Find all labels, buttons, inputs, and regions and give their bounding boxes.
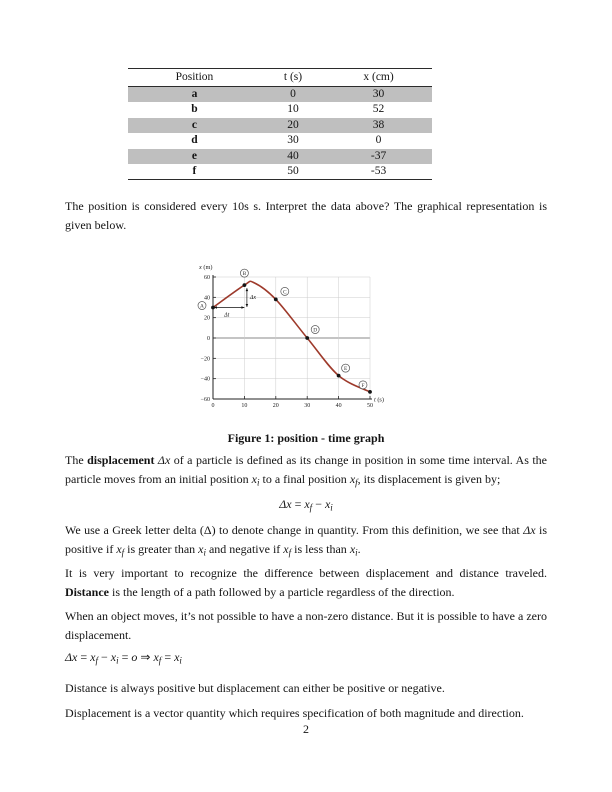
table-cell: 38 (372, 118, 385, 131)
text-run: is the length of a path followed by a particle regardless of the direction. (109, 585, 455, 599)
text-run: x (174, 650, 180, 664)
table-cell: c (191, 118, 197, 131)
y-tick-label: −20 (200, 356, 210, 363)
data-point (243, 283, 247, 287)
table-cell: d (191, 134, 198, 147)
y-tick-label: 20 (204, 315, 210, 322)
text-run: . (357, 542, 361, 556)
distance-positive-paragraph: Distance is always positive but displacement can either be positive or negative. (65, 681, 445, 695)
delta-x-label: Δx (249, 294, 257, 301)
text-run: to a final position (259, 472, 350, 486)
data-point (211, 306, 215, 310)
point-label: C (282, 289, 287, 296)
text-run: We use a Greek letter delta (Δ) to denote change in quantity. From this definition, we see that (65, 523, 524, 537)
text-run: x (349, 542, 356, 556)
position-curve (213, 281, 370, 392)
table-row (128, 164, 432, 180)
text-run: i (330, 502, 333, 513)
text-run: x (251, 472, 257, 486)
table-cell: -37 (370, 149, 387, 162)
y-tick-label: 40 (204, 295, 210, 302)
table-cell: 30 (372, 88, 385, 100)
x-tick-label: 10 (241, 403, 248, 409)
header-x: x (cm) (363, 71, 394, 83)
x-tick-label: 40 (335, 403, 342, 409)
table-row (128, 102, 432, 117)
data-point (368, 390, 372, 394)
header-time: t (s) (283, 71, 303, 83)
y-tick-label: −40 (200, 376, 210, 383)
text-run: i (355, 547, 358, 558)
text-run: = (161, 650, 175, 664)
table-cell: 0 (375, 134, 382, 147)
text-run: ⇒ (137, 650, 154, 664)
text-run: is less than (291, 542, 350, 556)
x-axis-label: t (s) (374, 396, 384, 404)
text-run: x (324, 497, 331, 511)
text-run: x (90, 650, 96, 664)
text-run: is positive if (65, 523, 547, 556)
text-run: displacement (87, 453, 155, 467)
text-run: The (65, 453, 88, 467)
table-cell: 0 (290, 88, 296, 100)
text-run: of a particle is defined as its change in position in some time interval. As the particle moves from an initial position (65, 453, 548, 486)
text-run: Distance (65, 585, 109, 599)
table-cell: 50 (287, 165, 299, 178)
figure-caption: Figure 1: position - time graph (227, 431, 385, 445)
text-run: x (198, 542, 204, 556)
point-label: A (200, 303, 204, 310)
table-row (128, 87, 432, 103)
figure-container (190, 258, 395, 416)
text-run: Δx (523, 523, 536, 537)
table-cell: 30 (287, 134, 299, 147)
table-row (128, 118, 432, 133)
text-run: and negative if (205, 542, 284, 556)
displacement-formula (65, 497, 547, 513)
x-tick-label: 30 (304, 403, 311, 409)
table-cell: 40 (287, 149, 299, 162)
text-run: is greater than (124, 542, 199, 556)
text-run: x (110, 650, 117, 664)
delta-t-label: Δt (224, 312, 230, 319)
position-table-body (128, 87, 432, 180)
table-cell: e (191, 149, 197, 162)
table-cell: -53 (370, 165, 387, 178)
position-time-graph (190, 258, 395, 416)
text-run: Δx (157, 453, 171, 467)
text-run: f (288, 547, 292, 558)
text-run: o (131, 650, 138, 664)
text-run: − (98, 650, 111, 664)
text-run: = (291, 497, 305, 511)
vector-paragraph: Displacement is a vector quantity which requires specification of both magnitude and direction. (65, 706, 524, 720)
text-run: f (355, 477, 358, 488)
text-run: − (312, 497, 325, 511)
text-run: i (203, 547, 206, 558)
table-row (128, 149, 432, 164)
text-run: x (304, 497, 310, 511)
text-run: Δx (65, 650, 78, 664)
delta-paragraph (65, 521, 547, 563)
text-run: f (309, 502, 313, 513)
zero-displacement-paragraph: When an object moves, it’s not possible to have a non-zero distance. But it is possible to have a zero displacement. (65, 609, 547, 642)
text-run: x (349, 472, 356, 486)
zero-displacement-formula (65, 650, 547, 666)
x-tick-label: 20 (272, 403, 279, 409)
y-axis-label: x (m) (199, 264, 213, 271)
data-point (305, 336, 309, 340)
table-cell: 10 (287, 103, 299, 116)
text-run: Δx (279, 497, 292, 511)
arrowhead (241, 306, 244, 309)
y-tick-label: −60 (200, 397, 210, 403)
text-run: x (283, 542, 289, 556)
position-table (128, 68, 432, 180)
table-cell: b (191, 103, 198, 116)
table-row (128, 133, 432, 148)
text-run: = (118, 650, 132, 664)
text-run: , its displacement is given by; (357, 472, 501, 486)
data-point (337, 374, 341, 378)
text-run: i (179, 655, 182, 666)
header-position: Position (175, 71, 214, 83)
text-run: f (158, 655, 162, 666)
point-label: E (343, 366, 348, 373)
table-cell: 52 (372, 103, 385, 116)
arrowhead (246, 304, 249, 307)
table-cell: 20 (287, 118, 299, 131)
displacement-paragraph (65, 451, 547, 493)
text-run: = (77, 650, 91, 664)
y-tick-label: 60 (204, 275, 210, 281)
distance-definition-paragraph (65, 564, 547, 602)
table-cell: a (191, 88, 198, 100)
text-run: i (256, 477, 260, 488)
point-label: F (361, 382, 365, 389)
x-tick-label: 50 (367, 403, 373, 409)
table-header-row (128, 69, 432, 87)
y-tick-label: 0 (207, 336, 210, 342)
text-run: x (153, 650, 159, 664)
point-label: D (313, 327, 318, 334)
text-run: It is very important to recognize the difference between displacement and distance traveled. (65, 566, 547, 580)
point-label: B (242, 271, 247, 278)
text-run: x (116, 542, 122, 556)
text-run: f (95, 655, 98, 666)
intro-paragraph: The position is considered every 10s s. Interpret the data above? The graphical representation is given below. (65, 199, 547, 232)
table-cell: f (192, 165, 197, 178)
x-tick-label: 0 (211, 403, 215, 409)
data-point (274, 297, 278, 301)
text-run: i (116, 655, 119, 666)
arrowhead (246, 288, 249, 291)
text-run: f (121, 547, 125, 558)
page-number: 2 (303, 722, 309, 736)
